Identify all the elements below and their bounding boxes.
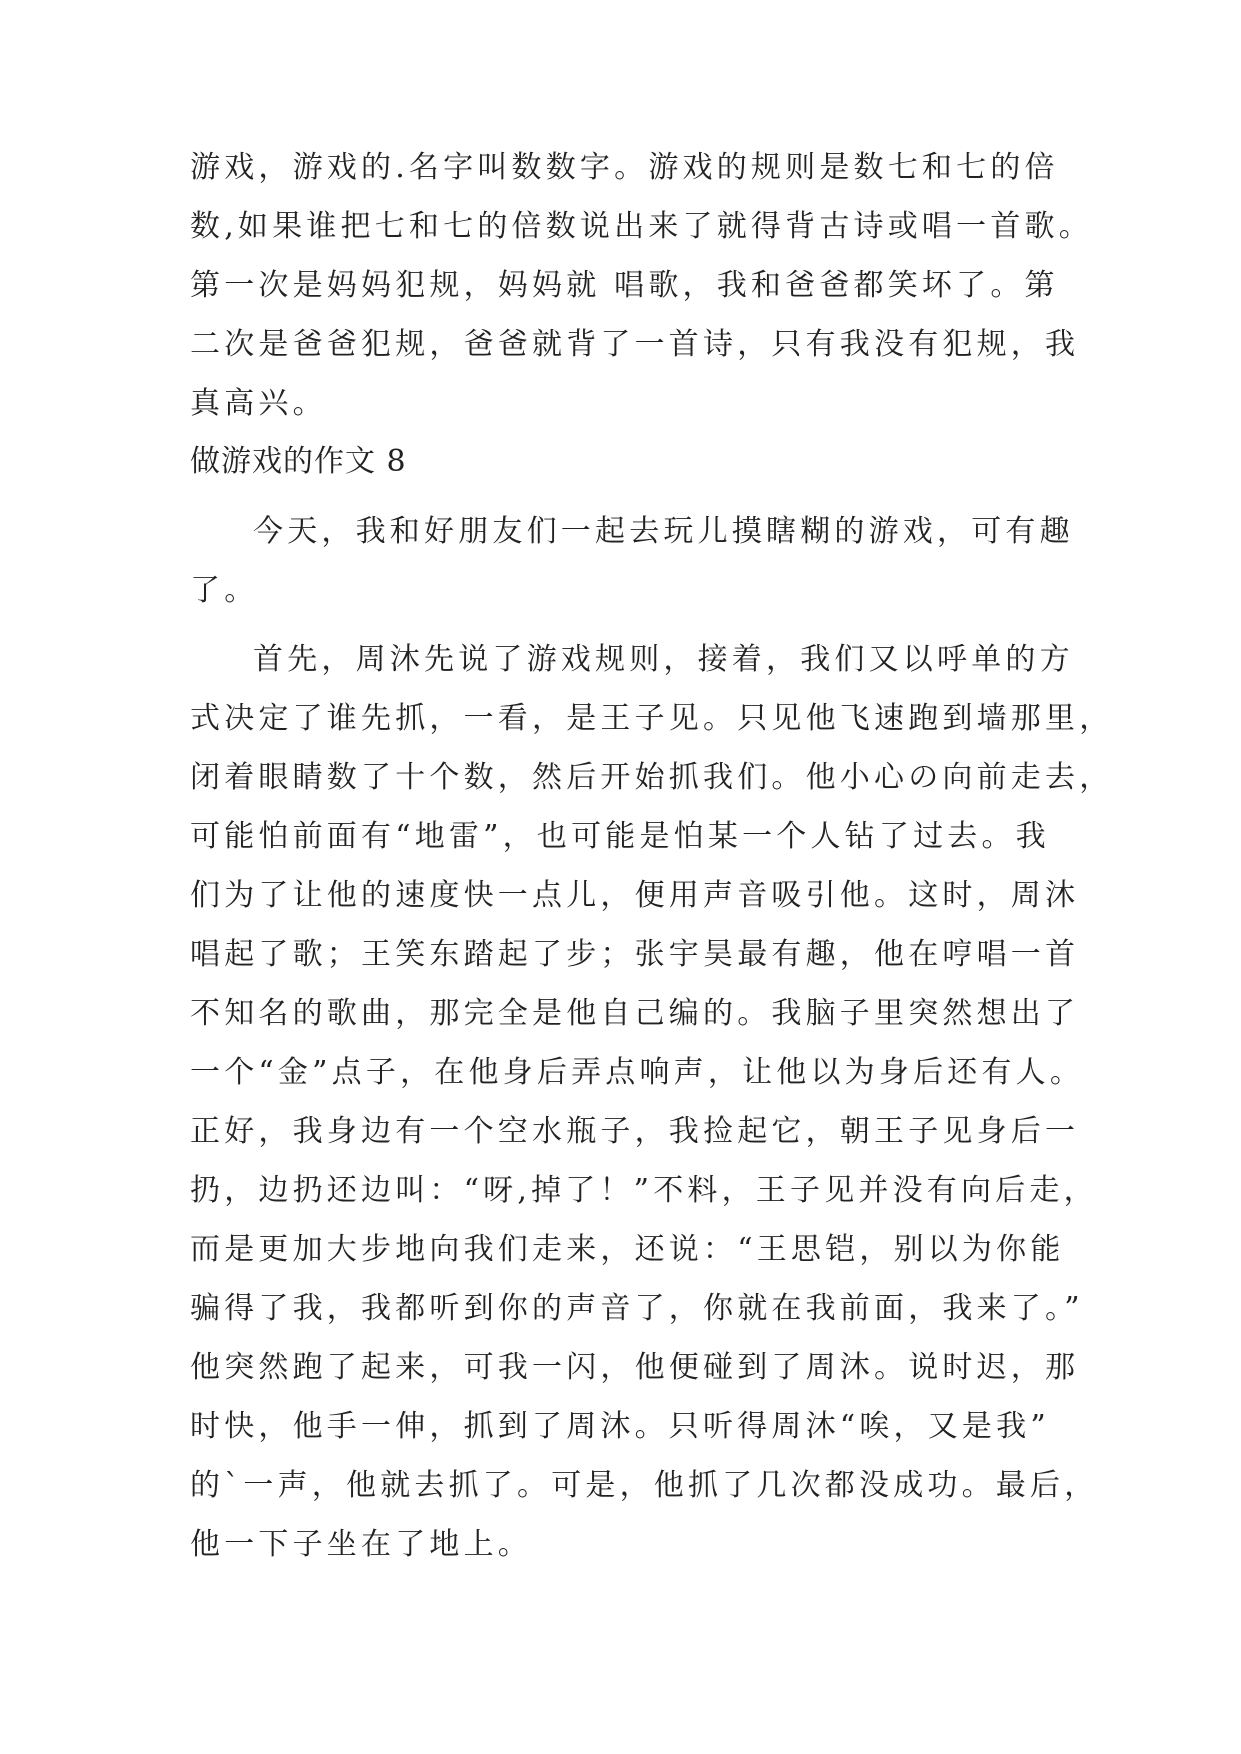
text-line: 首先，周沐先说了游戏规则，接着，我们又以呼单的方 [253, 642, 1074, 677]
text-line: 数,如果谁把七和七的倍数说出来了就得背古诗或唱一首歌。 [190, 209, 1093, 244]
text-line: 了。 [190, 573, 259, 608]
text-line: 正好，我身边有一个空水瓶子，我捡起它，朝王子见身后一 [190, 1114, 1080, 1149]
text-line: 他突然跑了起来，可我一闪，他便碰到了周沐。说时迟，那 [190, 1350, 1080, 1385]
text-line: 唱起了歌；王笑东踏起了步；张宇昊最有趣，他在哼唱一首 [190, 937, 1080, 972]
text-line: 第一次是妈妈犯规，妈妈就 唱歌，我和爸爸都笑坏了。第 [190, 268, 1059, 303]
text-line: 真高兴。 [190, 386, 327, 421]
text-line: 的`一声，他就去抓了。可是，他抓了几次都没成功。最后， [190, 1468, 1099, 1503]
text-line: 扔，边扔还边叫：“呀,掉了！”不料，王子见并没有向后走， [190, 1173, 1098, 1208]
text-line: 他一下子坐在了地上。 [190, 1527, 532, 1562]
text-line: 而是更加大步地向我们走来，还说：“王思铠，别以为你能 [190, 1232, 1065, 1267]
text-line: 二次是爸爸犯规，爸爸就背了一首诗，只有我没有犯规，我 [190, 327, 1080, 362]
text-line: 们为了让他的速度快一点儿，便用声音吸引他。这时，周沐 [190, 878, 1080, 913]
text-line: 不知名的歌曲，那完全是他自己编的。我脑子里突然想出了 [190, 996, 1080, 1031]
text-line: 游戏，游戏的.名字叫数数字。游戏的规则是数七和七的倍 [190, 150, 1059, 185]
text-line: 一个“金”点子，在他身后弄点响声，让他以为身后还有人。 [190, 1055, 1085, 1090]
text-line: 今天，我和好朋友们一起去玩儿摸瞎糊的游戏，可有趣 [253, 514, 1074, 549]
text-line: 可能怕前面有“地雷”，也可能是怕某一个人钻了过去。我 [190, 819, 1050, 854]
text-line: 式决定了谁先抓，一看，是王子见。只见他飞速跑到墙那里， [190, 701, 1114, 736]
section-heading: 做游戏的作文 8 [190, 444, 407, 479]
text-line: 闭着眼睛数了十个数，然后开始抓我们。他小心の向前走去， [190, 760, 1114, 795]
text-line: 骗得了我，我都听到你的声音了，你就在我前面，我来了。” [190, 1291, 1084, 1326]
text-line: 时快，他手一伸，抓到了周沐。只听得周沐“唉，又是我” [190, 1409, 1050, 1444]
